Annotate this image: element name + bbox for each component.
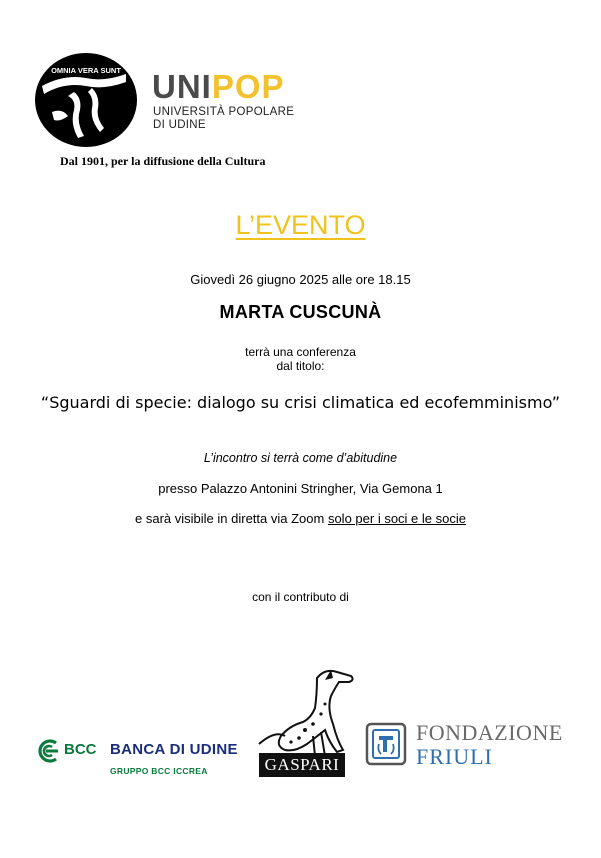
conference-line-1: terrà una conferenza [245,345,356,359]
unipop-emblem [34,52,138,148]
event-heading: L’EVENTO [235,210,366,240]
brand-subtitle-line1: UNIVERSITÀ POPOLARE [153,106,295,118]
gaspari-wordmark: GASPARI [259,753,345,777]
zoom-line [0,511,601,526]
zoom-members-only: solo per i soci e le socie [327,511,466,526]
bcc-logo-icon [36,738,60,764]
talk-title: “Sguardi di specie: dialogo su crisi climatica ed ecofemminismo” [40,393,561,412]
venue-line: presso Palazzo Antonini Stringher, Via Gemona 1 [158,481,443,496]
greyhound-icon [255,664,365,760]
brand-uni: UNI [152,68,212,105]
fondazione-line-2: FRIULI [416,744,493,769]
habit-line: L’incontro si terrà come d’abitudine [203,451,398,465]
brand-subtitle-line2: DI UDINE [153,119,206,131]
emblem-motto: OMNIA VERA SUNT [51,66,121,75]
zoom-prefix: e sarà visibile in diretta via Zoom [135,511,328,526]
bcc-short: BCC [64,741,97,758]
conference-line-2: dal titolo: [276,359,325,373]
bank-group: GRUPPO BCC ICCREA [110,766,208,776]
brand-subtitle [153,106,294,132]
fondazione-line-1: FONDAZIONE [416,720,563,745]
fondazione-friuli-icon [365,722,407,766]
tagline: Dal 1901, per la diffusione della Cultura [60,154,266,168]
bank-name: BANCA DI UDINE [110,741,238,758]
event-date: Giovedì 26 giugno 2025 alle ore 18.15 [190,272,411,287]
brand-wordmark [152,70,285,103]
contribution-label: con il contributo di [252,590,349,604]
brand-pop: POP [211,68,285,105]
speaker-name: MARTA CUSCUNÀ [219,302,382,322]
